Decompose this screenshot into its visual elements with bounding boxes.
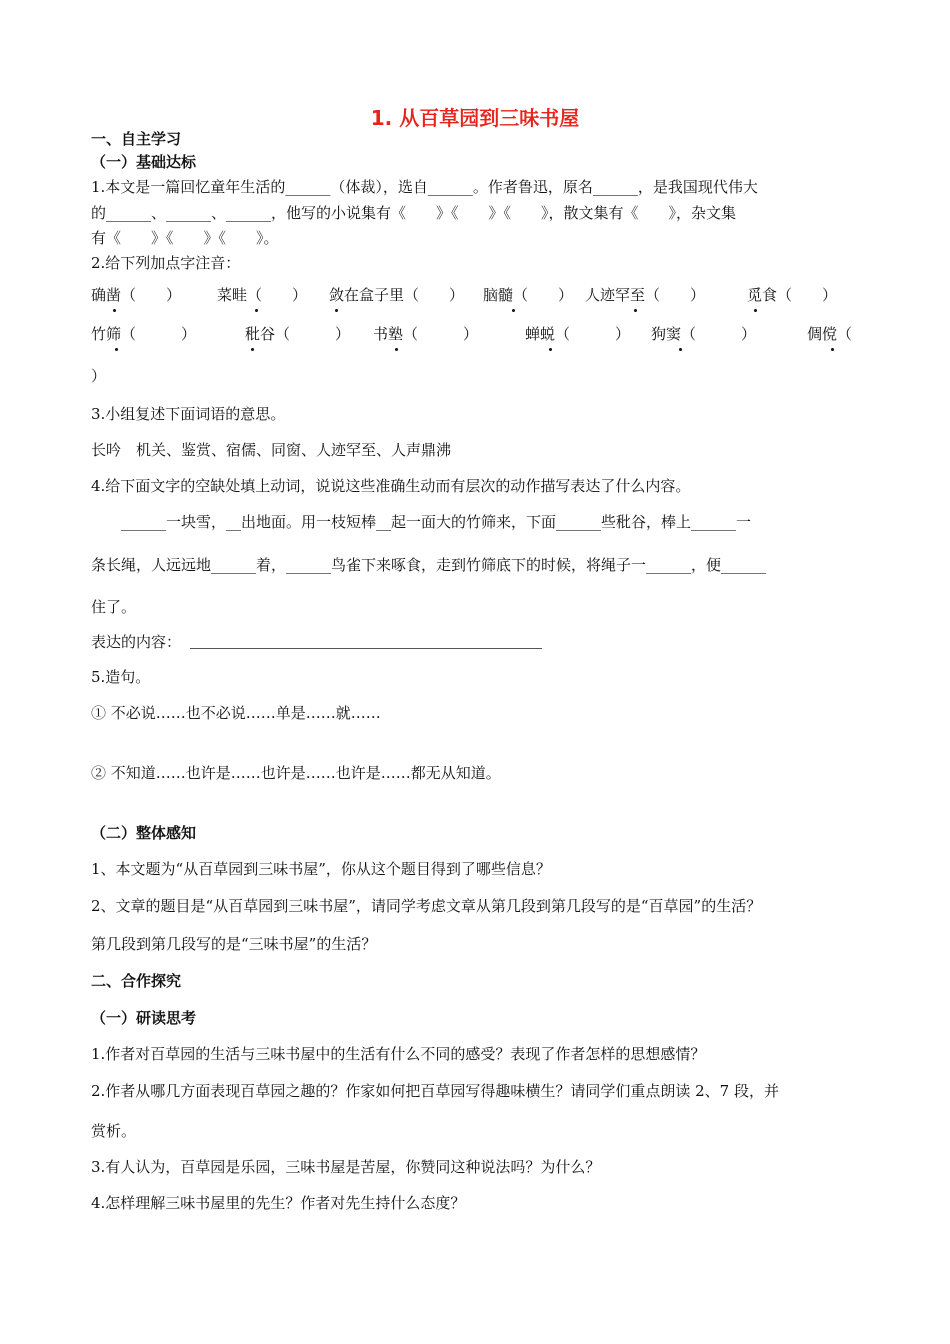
question-3-words: 长吟 机关、鉴赏、宿儒、同窗、人迹罕至、人声鼎沸 bbox=[91, 441, 452, 459]
question-1-line-2: 的______、______、______，他写的小说集有《 》《 》《 》，散文集有《 》，杂文集 bbox=[91, 204, 737, 222]
question-4: 4.给下面文字的空缺处填上动词，说说这些准确生动而有层次的动作描写表达了什么内容。 bbox=[91, 477, 691, 495]
question-5-item-2: ② 不知道……也许是……也许是……也许是……都无从知道。 bbox=[91, 764, 501, 782]
study-question-2-line-2: 赏析。 bbox=[91, 1122, 137, 1140]
section-heading-2: 二、合作探究 bbox=[91, 972, 182, 990]
pinyin-item: 倜傥（ bbox=[807, 325, 853, 343]
emphasis-dot bbox=[754, 309, 757, 312]
pinyin-row-3: ） bbox=[91, 367, 107, 385]
question-4-expression-label: 表达的内容： bbox=[91, 633, 182, 651]
pinyin-item: 确凿（ ） bbox=[91, 286, 182, 304]
pinyin-row-1 bbox=[91, 285, 871, 307]
study-question-3: 3.有人认为，百草园是乐园，三味书屋是苦屋，你赞同这种说法吗？为什么？ bbox=[91, 1158, 601, 1176]
subsection-heading-study: （一）研读思考 bbox=[91, 1009, 197, 1027]
pinyin-item: 敛在盒子里（ ） bbox=[329, 286, 465, 304]
emphasis-dot bbox=[395, 348, 398, 351]
pinyin-item: 蝉蜕（ ） bbox=[525, 325, 631, 343]
pinyin-item: 秕谷（ ） bbox=[245, 325, 351, 343]
question-4-passage-line-2: 条长绳，人远远地______着，______鸟雀下来啄食，走到竹筛底下的时候，将绳子一______，便______ bbox=[91, 556, 767, 574]
pinyin-item: 脑髓（ ） bbox=[483, 286, 574, 304]
emphasis-dot bbox=[115, 348, 118, 351]
answer-underline bbox=[190, 648, 542, 649]
emphasis-dot bbox=[335, 309, 338, 312]
study-question-2-line-1: 2.作者从哪几方面表现百草园之趣的？作家如何把百草园写得趣味横生？请同学们重点朗读 2、7 段，并 bbox=[91, 1082, 779, 1100]
emphasis-dot bbox=[549, 348, 552, 351]
emphasis-dot bbox=[255, 309, 258, 312]
question-5-item-1: ① 不必说……也不必说……单是……就…… bbox=[91, 704, 381, 722]
overall-question-2-line-2: 第几段到第几段写的是“三味书屋”的生活？ bbox=[91, 935, 377, 953]
document-title: 1. 从百草园到三味书屋 bbox=[370, 106, 580, 130]
question-3: 3.小组复述下面词语的意思。 bbox=[91, 405, 286, 423]
subsection-heading-overall: （二）整体感知 bbox=[91, 824, 197, 842]
pinyin-item: 人迹罕至（ ） bbox=[585, 286, 706, 304]
pinyin-item: 菜畦（ ） bbox=[217, 286, 308, 304]
study-question-1: 1.作者对百草园的生活与三味书屋中的生活有什么不同的感受？表现了作者怎样的思想感情？ bbox=[91, 1045, 706, 1063]
question-2: 2.给下列加点字注音： bbox=[91, 254, 241, 272]
pinyin-item: 狗窦（ ） bbox=[651, 325, 757, 343]
section-heading-1: 一、自主学习 bbox=[91, 130, 182, 148]
pinyin-item: 竹筛（ ） bbox=[91, 325, 197, 343]
overall-question-2-line-1: 2、文章的题目是“从百草园到三味书屋”，请同学考虑文章从第几段到第几段写的是“百草园”的生活？ bbox=[91, 897, 762, 915]
emphasis-dot bbox=[679, 348, 682, 351]
emphasis-dot bbox=[512, 309, 515, 312]
question-1-line-1: 1.本文是一篇回忆童年生活的______（体裁），选自______。作者鲁迅，原名______，是我国现代伟大 bbox=[91, 178, 758, 196]
study-question-4: 4.怎样理解三味书屋里的先生？作者对先生持什么态度？ bbox=[91, 1194, 466, 1212]
emphasis-dot bbox=[831, 348, 834, 351]
question-4-passage-line-3: 住了。 bbox=[91, 598, 137, 616]
question-5: 5.造句。 bbox=[91, 668, 151, 686]
emphasis-dot bbox=[634, 309, 637, 312]
question-4-passage-line-1: ______一块雪，__出地面。用一枝短棒__起一面大的竹筛来，下面______些秕谷，棒上______一 bbox=[121, 513, 752, 531]
pinyin-item: 书塾（ ） bbox=[373, 325, 479, 343]
emphasis-dot bbox=[113, 309, 116, 312]
pinyin-item: 觅食（ ） bbox=[747, 286, 838, 304]
subsection-heading-basics: （一）基础达标 bbox=[91, 153, 197, 171]
question-1-line-3: 有《 》《 》《 》。 bbox=[91, 229, 279, 247]
overall-question-1: 1、本文题为“从百草园到三味书屋”，你从这个题目得到了哪些信息？ bbox=[91, 860, 551, 878]
pinyin-row-2 bbox=[91, 324, 871, 346]
emphasis-dot bbox=[251, 348, 254, 351]
